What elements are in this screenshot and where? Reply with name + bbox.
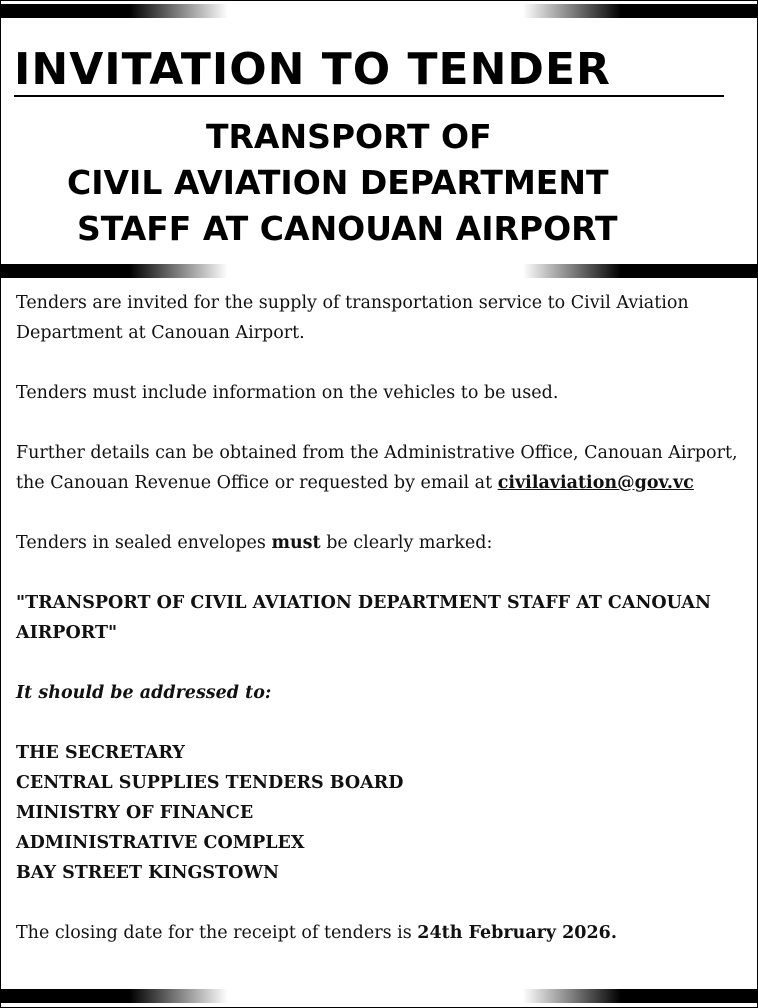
marking-instruction — [16, 528, 746, 558]
subtitle-line-2: CIVIL AVIATION DEPARTMENT — [67, 163, 609, 202]
page-title: INVITATION TO TENDER — [14, 44, 611, 95]
email-link[interactable]: civilaviation@gov.vc — [497, 473, 694, 493]
must-emphasis: must — [271, 533, 321, 553]
address-line: THE SECRETARY — [16, 743, 185, 763]
envelope-marking — [16, 588, 746, 648]
envelope-marking-text: "TRANSPORT OF CIVIL AVIATION DEPARTMENT STAFF AT CANOUAN AIRPORT" — [16, 593, 711, 643]
details-paragraph — [16, 438, 746, 498]
address-block — [16, 738, 746, 888]
closing-date-paragraph — [16, 918, 746, 948]
closing-date: 24th February 2026. — [417, 923, 617, 943]
marking-instruction-text: Tenders in sealed envelopes — [16, 533, 272, 553]
closing-text: The closing date for the receipt of tenders is — [16, 923, 418, 943]
vehicle-info-paragraph: Tenders must include information on the vehicles to be used. — [16, 383, 559, 403]
notice-body — [16, 288, 746, 978]
bottom-decorative-bar — [1, 989, 757, 1003]
marking-instruction-tail: be clearly marked: — [320, 533, 493, 553]
top-decorative-bar — [1, 4, 757, 18]
intro-paragraph: Tenders are invited for the supply of transportation service to Civil Aviation Department at Canouan Airport. — [16, 293, 689, 343]
subtitle-line-1: TRANSPORT OF — [206, 117, 492, 156]
address-heading: It should be addressed to: — [16, 683, 272, 703]
address-line: ADMINISTRATIVE COMPLEX — [16, 833, 305, 853]
address-line: MINISTRY OF FINANCE — [16, 803, 254, 823]
middle-decorative-bar — [1, 264, 757, 278]
details-text: Further details can be obtained from the Administrative Office, Canouan Airport, the Canouan Revenue Office or requested by email at — [16, 443, 738, 493]
address-line: BAY STREET KINGSTOWN — [16, 863, 279, 883]
address-line: CENTRAL SUPPLIES TENDERS BOARD — [16, 773, 404, 793]
subtitle-line-3: STAFF AT CANOUAN AIRPORT — [77, 209, 618, 248]
title-underline — [14, 95, 724, 97]
